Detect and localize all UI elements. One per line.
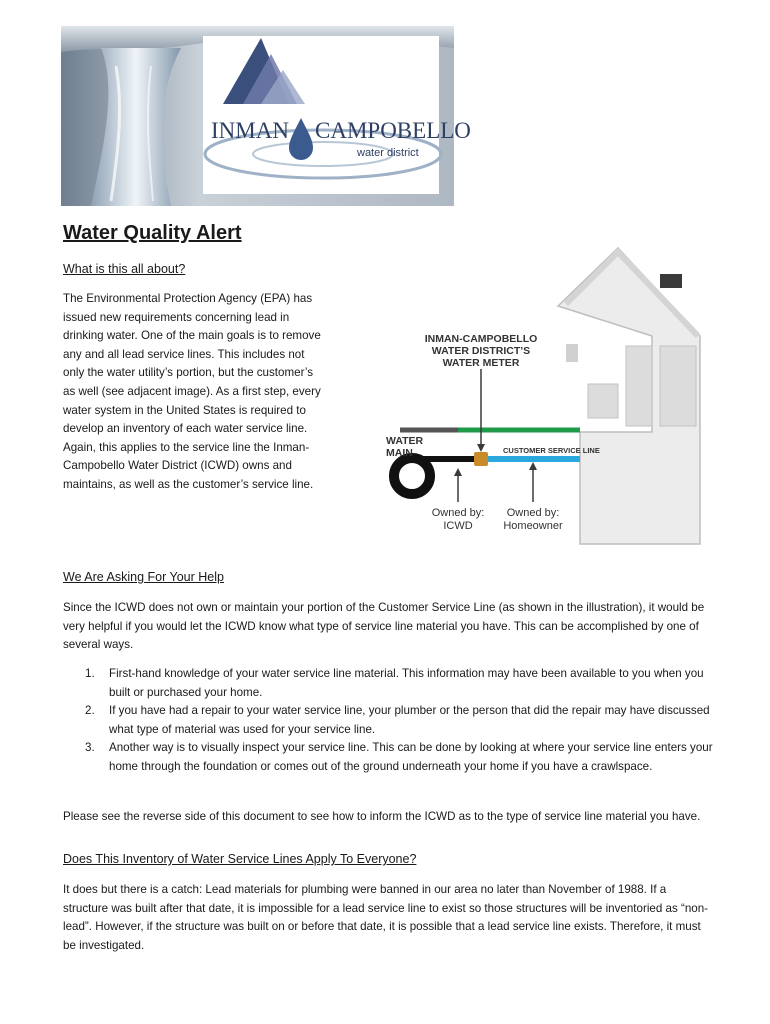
list-item <box>63 739 713 776</box>
intro-paragraph: The Environmental Protection Agency (EPA) has issued new requirements concerning lead in drinking water. One of the main goals is to remove any and all lead service lines. This includes not only the water utility’s portion, but the customer’s as well (see adjacent image). As a first step, every water system in the United States is required to develop an inventory of each water service line. Again, this applies to the service line the Inman-Campobello Water District (ICWD) owns and maintains, as well as the customer’s service line. <box>63 292 321 491</box>
owned-icwd-line1: Owned by: <box>431 507 485 519</box>
house-window <box>660 346 696 426</box>
help-paragraph: Since the ICWD does not own or maintain your portion of the Customer Service Line (as shown in the illustration), it would be very helpful if you would let the ICWD know what type of service line material you have. This can be accomplished by one of several ways. <box>63 601 705 652</box>
inventory-paragraph: It does but there is a catch: Lead materials for plumbing were banned in our area no later than November of 1988. If a structure was built after that date, it is impossible for a lead service line to exist so those structures will be inventoried as “non-lead”. However, if the structure was built on or before that date, it is possible that a lead service line exists. Therefore, it must be investigated. <box>63 883 709 952</box>
section-what-heading: What is this all about? <box>63 262 186 276</box>
logo-name-left: INMAN <box>211 118 289 143</box>
logo-subtitle: water district <box>357 147 419 159</box>
customer-line-label: CUSTOMER SERVICE LINE <box>503 446 600 455</box>
water-main-pipe <box>394 458 430 494</box>
owned-homeowner-line1: Owned by: <box>506 507 560 519</box>
meter-label-line3: WATER METER <box>442 357 520 369</box>
list-number: 1. <box>85 667 95 680</box>
water-main-label-line2: MAIN <box>386 447 413 459</box>
house-illustration <box>558 248 700 544</box>
water-meter-icon <box>474 452 488 466</box>
ways-list <box>63 665 713 777</box>
owned-icwd-line2: ICWD <box>443 520 473 532</box>
icwd-arrow-icon <box>454 468 462 476</box>
water-main-label-line1: WATER <box>386 435 424 447</box>
list-number: 2. <box>85 704 95 718</box>
porch-light <box>566 344 578 362</box>
list-item-text: First-hand knowledge of your water service line material. This information may have been available to you when you built or purchased your home. <box>109 667 704 699</box>
chimney <box>660 274 682 288</box>
meter-arrow-icon <box>477 444 485 452</box>
meter-label-line1: INMAN-CAMPOBELLO <box>424 333 538 345</box>
section-help-heading: We Are Asking For Your Help <box>63 570 224 584</box>
reverse-side-paragraph: Please see the reverse side of this document to see how to inform the ICWD as to the type of service line material you have. <box>63 810 701 823</box>
list-item <box>63 665 713 702</box>
logo-name-right: CAMPOBELLO <box>315 118 471 143</box>
house-window <box>588 384 618 418</box>
meter-label-line2: WATER DISTRICT’S <box>431 345 531 357</box>
homeowner-arrow-icon <box>529 462 537 470</box>
page-title: Water Quality Alert <box>63 222 242 244</box>
service-line-diagram <box>370 244 720 544</box>
list-number: 3. <box>85 741 95 755</box>
list-item-text: Another way is to visually inspect your service line. This can be done by looking at where your service line enters your home through the foundation or comes out of the ground underneath your home if you have a crawlspace. <box>109 741 713 773</box>
owned-homeowner-line2: Homeowner <box>503 520 563 532</box>
list-item-text: If you have had a repair to your water service line, your plumber or the person that did the repair may have discussed what type of material was used for your service line. <box>109 704 710 736</box>
section-inventory-heading: Does This Inventory of Water Service Lines Apply To Everyone? <box>63 852 417 866</box>
list-item <box>63 702 713 739</box>
banner-graphic <box>61 26 471 206</box>
house-window <box>626 346 652 426</box>
header-banner <box>61 26 471 206</box>
